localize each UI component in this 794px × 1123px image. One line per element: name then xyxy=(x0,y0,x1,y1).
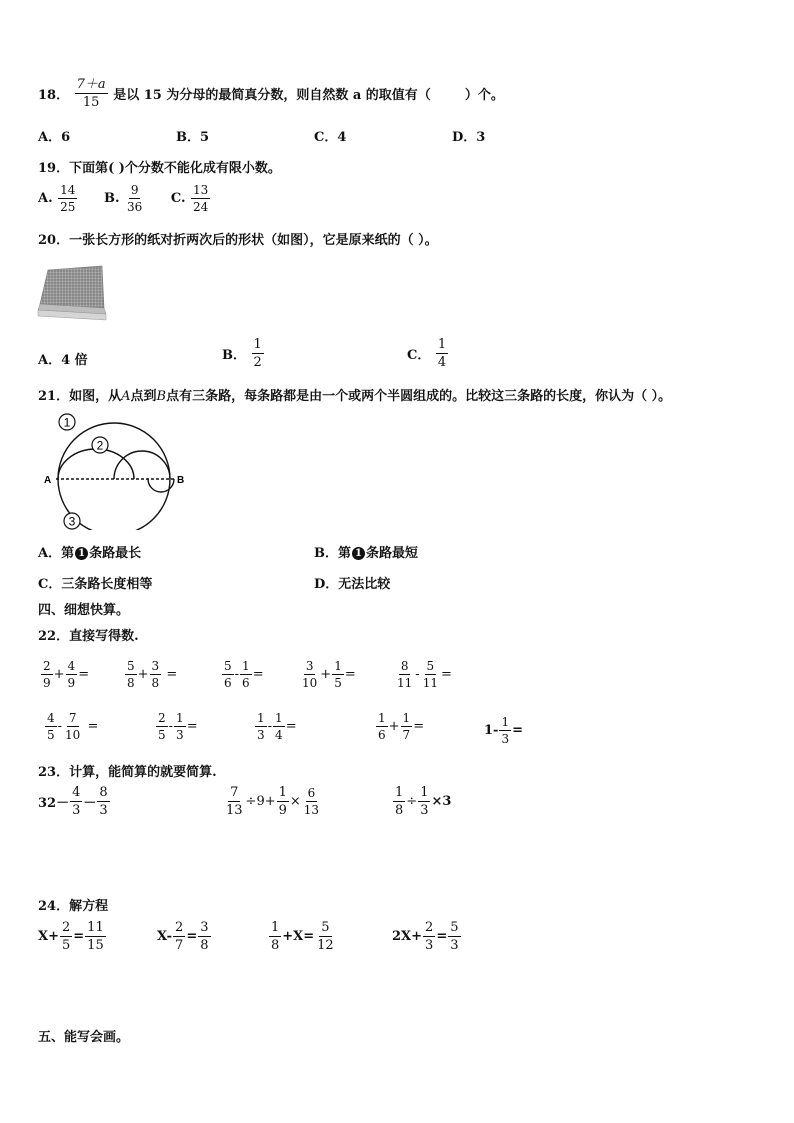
q20-text: 20．一张长方形的纸对折两次后的形状（如图），它是原来纸的（ ）。 xyxy=(38,233,438,248)
fig-point-a: A xyxy=(44,475,52,486)
q19-frac-a: $\frac{14}{25}$ xyxy=(60,183,76,214)
q22-expr-8: $\frac{1}{3}$ - $\frac{1}{4}$ = xyxy=(257,711,297,742)
q18-option-a: A．6 xyxy=(38,130,71,145)
q22-expr-5: $\frac{8}{11}$ - $\frac{5}{11}$ = xyxy=(397,659,452,690)
q22-expr-4: $\frac{3}{10}$ + $\frac{1}{5}$ = xyxy=(302,659,356,690)
q24-eq-4: 2X+ $\frac{2}{3}$ = $\frac{5}{3}$ xyxy=(392,920,459,953)
q20-option-a: A．4 倍 xyxy=(38,353,88,368)
folded-paper-image xyxy=(36,264,108,322)
q18-number: 18． xyxy=(38,88,70,103)
q18-option-b: B．5 xyxy=(176,130,210,145)
q18-text-a: 是以 15 为分母的最简真分数，则自然数 a 的取值有（ xyxy=(113,88,431,103)
q20-option-c: C． $\frac{1}{4}$ xyxy=(407,337,447,370)
q19-frac-b: $\frac{9}{36}$ xyxy=(127,183,143,214)
q21-option-b: B．第 1 条路最短 xyxy=(314,546,419,561)
q22-expr-3: $\frac{5}{6}$ - $\frac{1}{6}$ = xyxy=(224,659,264,690)
fig-label-3: 3 xyxy=(68,514,76,529)
q24-eq-2: X- $\frac{2}{7}$ = $\frac{3}{8}$ xyxy=(157,920,209,953)
q21-text: 21．如图，从A点到B点有三条路，每条路都是由一个或两个半圆组成的。比较这三条路的长度，你认为（ ）。 xyxy=(38,389,672,404)
q18-fraction: $\frac{7+a}{15}$ xyxy=(76,77,106,110)
semicircle-paths-diagram xyxy=(40,408,190,530)
q23-expr-3: $\frac{1}{8}$ ÷ $\frac{1}{3}$ ×3 xyxy=(395,785,452,818)
q19-options: A. $\frac{14}{25}$ B. $\frac{9}{36}$ C. $\frac{13}{24}$ xyxy=(38,183,209,214)
fig-label-2: 2 xyxy=(96,438,104,453)
q19-text: 19．下面第( )个分数不能化成有限小数。 xyxy=(38,161,281,176)
q18 xyxy=(38,78,504,109)
q21-option-c: C．三条路长度相等 xyxy=(38,577,153,592)
q22-expr-7: $\frac{2}{5}$ - $\frac{1}{3}$ = xyxy=(158,711,198,742)
q18-option-c: C．4 xyxy=(314,130,347,145)
q20-option-b: B． $\frac{1}{2}$ xyxy=(222,337,262,370)
section-4-heading: 四、细想快算。 xyxy=(38,603,130,618)
q22-expr-1: $\frac{2}{9}$ + $\frac{4}{9}$ = xyxy=(43,659,90,690)
q19-frac-c: $\frac{13}{24}$ xyxy=(193,183,209,214)
q18-option-d: D．3 xyxy=(452,130,486,145)
q24-eq-3: $\frac{1}{8}$ +X= $\frac{5}{12}$ xyxy=(271,920,334,953)
q22-expr-6: $\frac{4}{5}$ - $\frac{7}{10}$ = xyxy=(47,711,99,742)
q24-eq-1: X+ $\frac{2}{5}$ = $\frac{11}{15}$ xyxy=(38,920,104,953)
q22-title: 22．直接写得数. xyxy=(38,629,139,644)
q23-title: 23．计算，能简算的就要简算. xyxy=(38,765,217,780)
q21-option-d: D．无法比较 xyxy=(314,577,391,592)
q18-text-b: ）个。 xyxy=(464,88,504,103)
fig-label-1: 1 xyxy=(63,415,71,430)
fig-point-b: B xyxy=(177,475,185,486)
q21-option-a: A．第 1 条路最长 xyxy=(38,546,142,561)
q23-expr-2: $\frac{7}{13}$ ÷9+ $\frac{1}{9}$ × $\frac{6}{13}$ xyxy=(226,785,320,818)
q22-expr-9: $\frac{1}{6}$ + $\frac{1}{7}$ = xyxy=(378,711,425,742)
q24-title: 24．解方程 xyxy=(38,899,109,914)
q22-expr-10: 1- $\frac{1}{3}$ = xyxy=(484,715,523,746)
section-5-heading: 五、能写会画。 xyxy=(38,1030,130,1045)
q22-expr-2: $\frac{5}{8}$ + $\frac{3}{8}$ = xyxy=(127,659,178,690)
q23-expr-1: 32－ $\frac{4}{3}$ － $\frac{8}{3}$ xyxy=(38,785,108,818)
